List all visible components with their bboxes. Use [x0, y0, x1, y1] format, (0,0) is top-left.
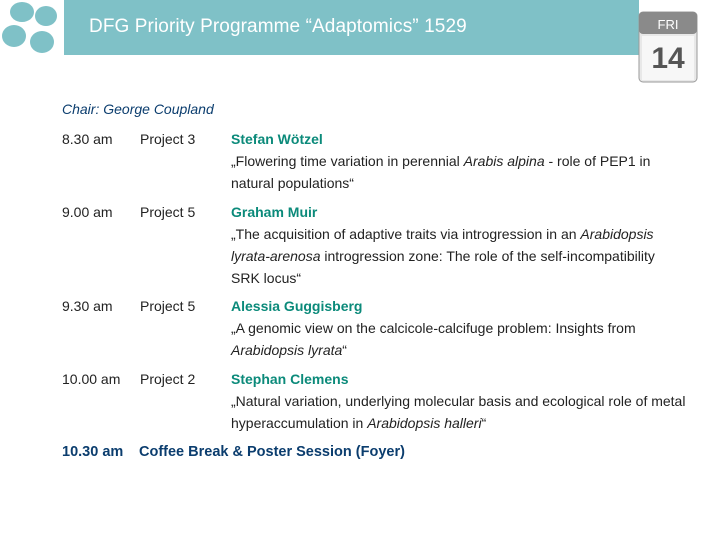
talk-title: „The acquisition of adaptive traits via introgression in an Arabidopsis lyrata-arenosa introgression zone: The role of the self-incompatibility SRK locus“ [231, 226, 655, 286]
speaker-name: Stefan Wötzel [231, 131, 323, 147]
talk-details [231, 295, 686, 361]
flower-logo-icon [0, 0, 64, 58]
speaker-name: Stephan Clemens [231, 371, 349, 387]
talk-title: „Natural variation, underlying molecular basis and ecological role of metal hyperaccumulation in Arabidopsis halleri“ [231, 393, 686, 431]
break-time: 10.30 am [62, 444, 124, 460]
session-project: Project 3 [140, 131, 196, 147]
talk-details [231, 201, 686, 289]
session-project: Project 5 [140, 298, 196, 314]
talk-details [231, 368, 686, 434]
session-time: 9.00 am [62, 204, 113, 220]
session-time: 10.00 am [62, 371, 121, 387]
session-chair: Chair: George Coupland [62, 101, 214, 117]
talk-details [231, 128, 686, 194]
session-project: Project 2 [140, 371, 196, 387]
calendar-day: FRI [657, 17, 679, 32]
coffee-break-row [62, 444, 405, 460]
page-title: DFG Priority Programme “Adaptomics” 1529 [89, 16, 467, 37]
calendar-date: 14 [651, 42, 685, 75]
session-time: 8.30 am [62, 131, 113, 147]
session-time: 9.30 am [62, 298, 113, 314]
speaker-name: Alessia Guggisberg [231, 298, 363, 314]
talk-title: „A genomic view on the calcicole-calcifuge problem: Insights from Arabidopsis lyrata“ [231, 320, 636, 358]
header-underline [64, 52, 679, 55]
slide-header [0, 0, 720, 75]
speaker-name: Graham Muir [231, 204, 318, 220]
session-project: Project 5 [140, 204, 196, 220]
break-label: Coffee Break & Poster Session (Foyer) [139, 444, 405, 460]
talk-title: „Flowering time variation in perennial Arabis alpina - role of PEP1 in natural populations“ [231, 153, 651, 191]
calendar-icon [638, 10, 700, 84]
